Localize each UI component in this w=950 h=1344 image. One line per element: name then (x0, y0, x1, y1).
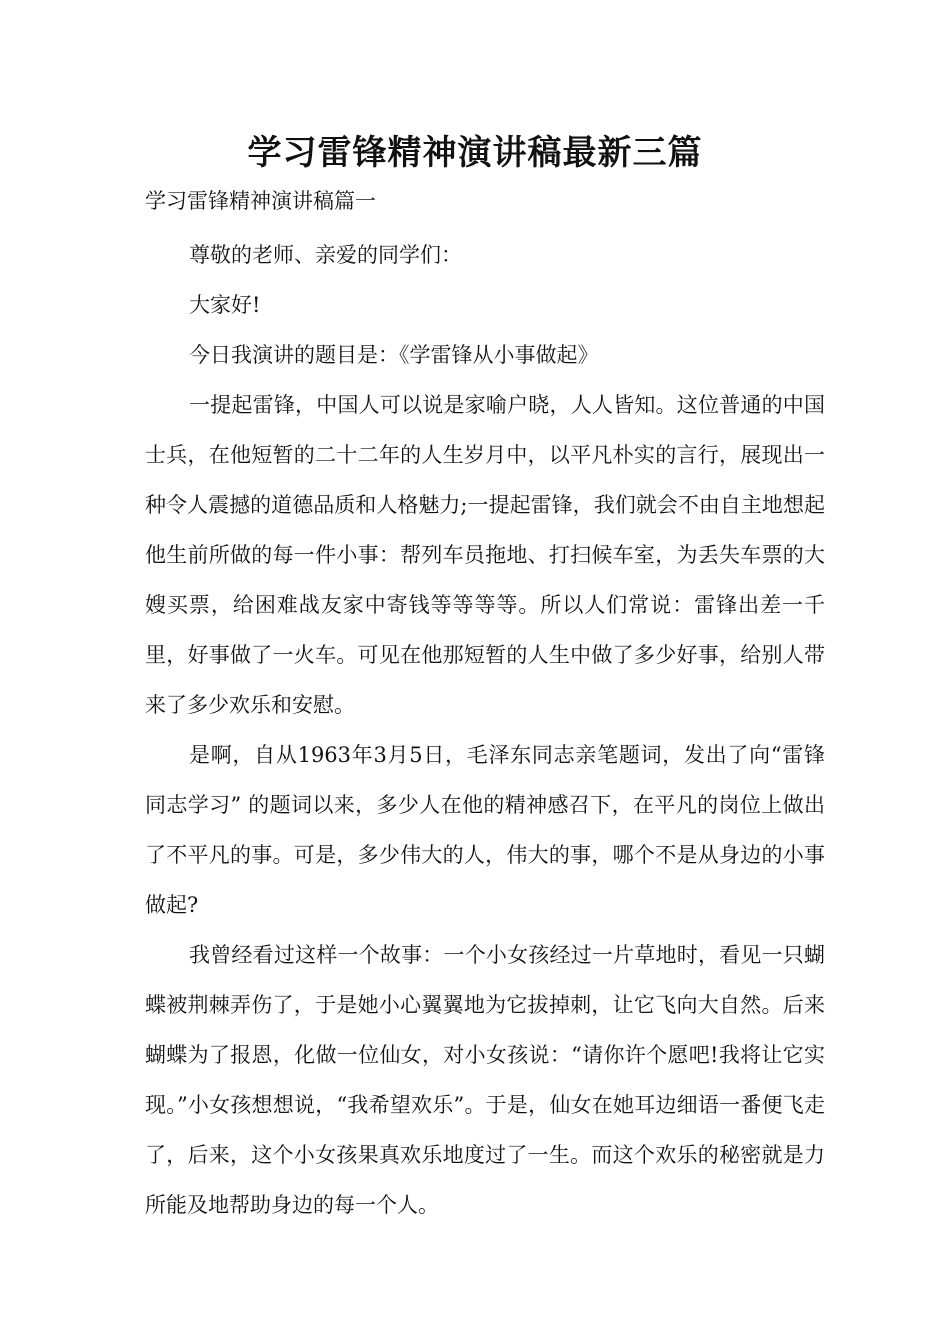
paragraph-story: 我曾经看过这样一个故事：一个小女孩经过一片草地时，看见一只蝴蝶被荆棘弄伤了，于是她小心翼翼地为它拔掉刺，让它飞向大自然。后来蝴蝶为了报恩，化做一位仙女，对小女孩说：“请你许个愿吧!我将让它实现。”小女孩想想说，“我希望欢乐”。于是，仙女在她耳边细语一番便飞走了，后来，这个小女孩果真欢乐地度过了一生。而这个欢乐的秘密就是力所能及地帮助身边的每一个人。 (145, 943, 825, 1217)
paragraph-hello: 大家好! (189, 293, 261, 317)
paragraph-intro: 一提起雷锋，中国人可以说是家喻户晓，人人皆知。这位普通的中国士兵，在他短暂的二十二年的人生岁月中，以平凡朴实的言行，展现出一种令人震撼的道德品质和人格魅力;一提起雷锋，我们就会不由自主地想起他生前所做的每一件小事：帮列车员拖地、打扫候车室，为丢失车票的大嫂买票，给困难战友家中寄钱等等等等。所以人们常说：雷锋出差一千里，好事做了一火车。可见在他那短暂的人生中做了多少好事，给别人带来了多少欢乐和安慰。 (145, 393, 825, 717)
section-heading: 学习雷锋精神演讲稿篇一 (145, 189, 376, 213)
paragraph-greeting: 尊敬的老师、亲爱的同学们： (189, 243, 462, 267)
paragraph-history: 是啊，自从1963年3月5日，毛泽东同志亲笔题词，发出了向“雷锋同志学习” 的题词以来，多少人在他的精神感召下，在平凡的岗位上做出了不平凡的事。可是，多少伟大的人，伟大的事，哪个不是从身边的小事做起? (145, 743, 825, 917)
document-title: 学习雷锋精神演讲稿最新三篇 (247, 133, 703, 173)
document-body (145, 230, 825, 1230)
paragraph-topic: 今日我演讲的题目是：《学雷锋从小事做起》 (189, 343, 599, 367)
